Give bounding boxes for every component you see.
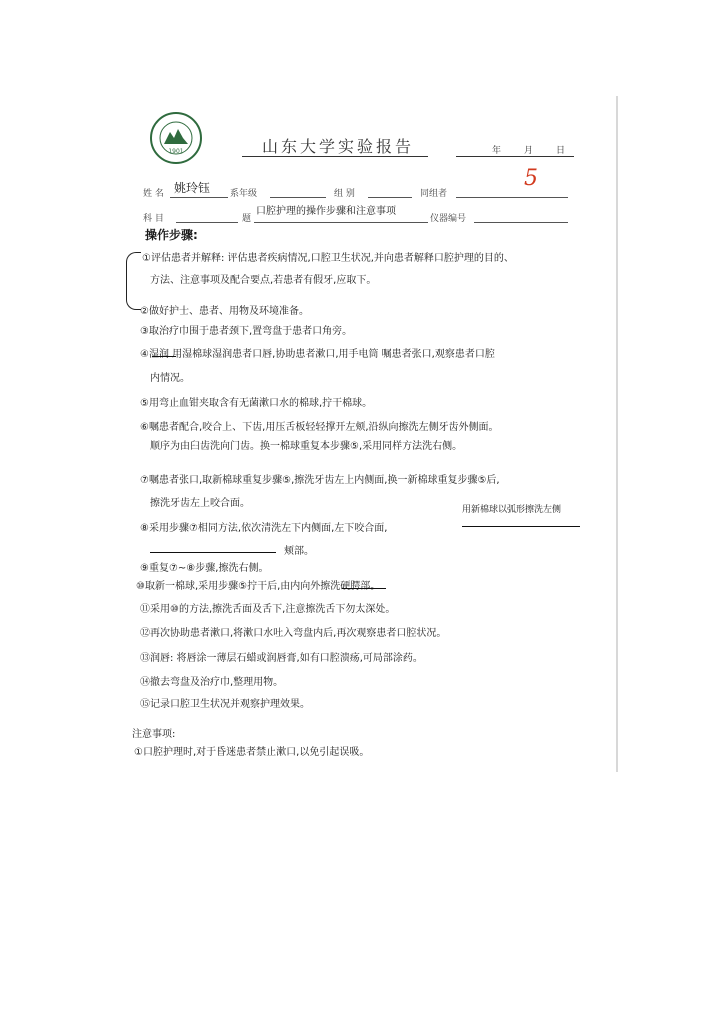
step-6-cont: 顺序为由臼齿洗向门齿。换一棉球重复本步骤⑤,采用同样方法洗右侧。 — [150, 441, 463, 452]
instrument-underline — [474, 222, 568, 223]
step-4: ④湿润 用湿棉球湿润患者口唇,协助患者漱口,用手电筒 嘱患者张口,观察患者口腔 — [140, 349, 495, 360]
step-3: ③取治疗巾围于患者颈下,置弯盘于患者口角旁。 — [140, 326, 353, 337]
date-year-label: 年 — [492, 146, 502, 156]
step-1-cont: 方法、注意事项及配合要点,若患者有假牙,应取下。 — [150, 275, 377, 286]
topic-underline — [254, 222, 428, 223]
step-7: ⑦嘱患者张口,取新棉球重复步骤⑤,擦洗牙齿左上内侧面,换一新棉球重复步骤⑤后, — [140, 475, 500, 486]
name-value: 姚玲钰 — [174, 181, 211, 195]
step-8: ⑧采用步骤⑦相同方法,依次清洗左下内侧面,左下咬合面, — [140, 523, 388, 534]
step-15: ⑮记录口腔卫生状况并观察护理效果。 — [140, 699, 310, 710]
dept-label: 系年级 — [230, 189, 258, 199]
subject-label: 科 目 — [143, 214, 164, 224]
topic-value: 口腔护理的操作步骤和注意事项 — [256, 206, 396, 217]
partner-underline — [456, 197, 568, 198]
step-7-cont: 擦洗牙齿左上咬合面。 — [150, 498, 250, 509]
group-label: 组 别 — [334, 189, 355, 199]
dept-underline — [270, 197, 326, 198]
strike-8-right — [462, 526, 580, 527]
report-title: 山东大学实验报告 — [262, 137, 415, 156]
step-5: ⑤用弯止血钳夹取含有无菌漱口水的棉球,拧干棉球。 — [140, 398, 373, 409]
topic-label: 题 — [242, 214, 252, 224]
group-underline — [368, 197, 412, 198]
step-10: ⑩取新一棉球,采用步骤⑤拧干后,由内向外擦洗硬腭部。 — [136, 581, 381, 592]
strike-4 — [152, 356, 176, 357]
name-underline — [170, 197, 228, 198]
date-month-label: 月 — [524, 146, 534, 156]
strike-10 — [342, 588, 386, 589]
date-day-label: 日 — [556, 146, 566, 156]
step-2: ②做好护士、患者、用物及环境准备。 — [140, 306, 309, 317]
steps-heading: 操作步骤: — [145, 228, 198, 242]
note-1: ①口腔护理时,对于昏迷患者禁止漱口,以免引起误吸。 — [134, 747, 370, 758]
step-14: ⑭撤去弯盘及治疗巾,整理用物。 — [140, 677, 284, 688]
step-11: ⑪采用⑩的方法,擦洗舌面及舌下,注意擦洗舌下勿太深处。 — [140, 604, 396, 615]
university-logo — [150, 112, 202, 164]
subject-underline — [176, 222, 238, 223]
grade-mark: 5 — [524, 166, 538, 191]
inserted-note: 用新棉球以弧形擦洗左侧 — [462, 505, 562, 515]
partner-label: 同组者 — [420, 189, 448, 199]
logo-year: 1901 — [168, 148, 184, 155]
instrument-label: 仪器编号 — [430, 214, 467, 224]
step-13: ⑬润唇: 将唇涂一薄层石蜡或润唇膏,如有口腔溃疡,可局部涂药。 — [140, 653, 423, 664]
step-12: ⑫再次协助患者漱口,将漱口水吐入弯盘内后,再次观察患者口腔状况。 — [140, 628, 447, 639]
strike-8-left — [150, 552, 276, 553]
step-4-cont: 内情况。 — [150, 373, 190, 384]
step-8-cont: 颊部。 — [284, 546, 314, 557]
name-label: 姓 名 — [143, 189, 164, 199]
step-1: ①评估患者并解释: 评估患者疾病情况,口腔卫生状况,并向患者解释口腔护理的目的、 — [142, 253, 514, 264]
title-underline — [242, 156, 428, 157]
margin-brace — [126, 252, 141, 310]
date-underline — [456, 156, 574, 157]
step-9: ⑨重复⑦~⑧步骤,擦洗右侧。 — [140, 563, 269, 574]
notes-heading: 注意事项: — [132, 729, 176, 740]
step-6: ⑥嘱患者配合,咬合上、下齿,用压舌板轻轻撑开左颊,沿纵向擦洗左侧牙齿外侧面。 — [140, 422, 499, 433]
